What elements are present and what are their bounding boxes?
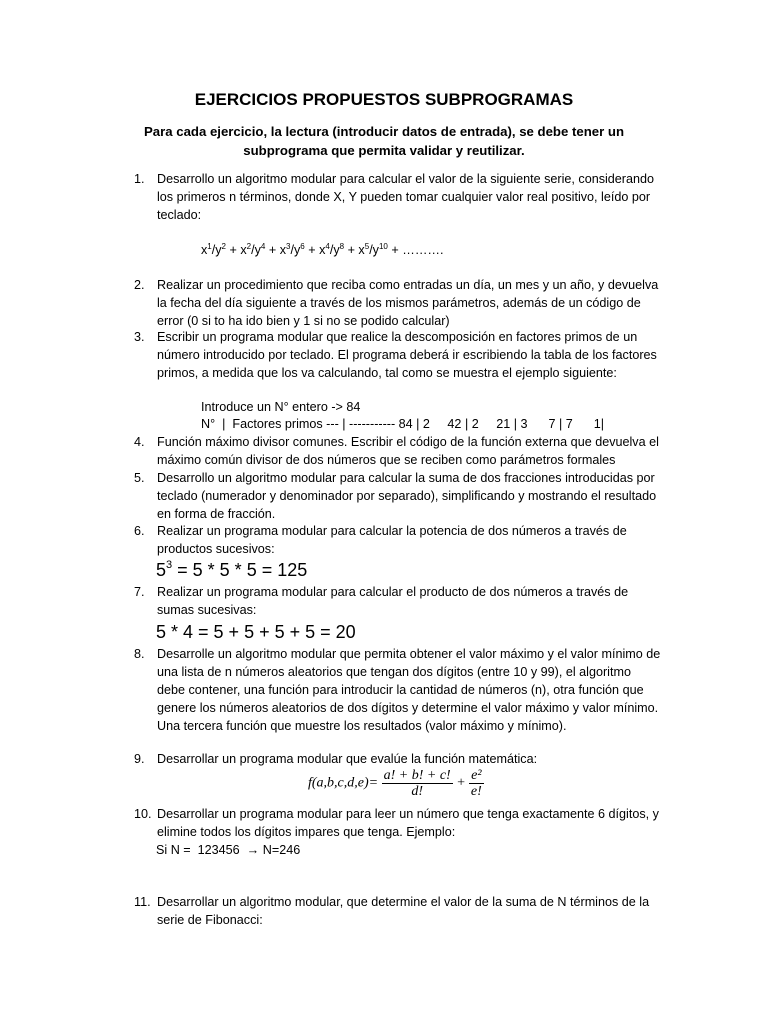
fraction-2-numerator: e² [471, 768, 482, 783]
intro-paragraph: Para cada ejercicio, la lectura (introducir datos de entrada), se debe tener un subprograma que permita validar y reutilizar. [143, 124, 625, 158]
fraction-1 [382, 768, 453, 799]
power-expansion: = 5 * 5 * 5 = 125 [172, 560, 308, 580]
exercise-number: 1. [134, 172, 145, 186]
prime-example-input: Introduce un N° entero -> 84 [201, 400, 361, 414]
exercise-number: 6. [134, 524, 145, 538]
exercise-number: 9. [134, 752, 145, 766]
exercise-text: Realizar un procedimiento que reciba como entradas un día, un mes y un año, y devuelva la fecha del día siguiente a través de los mismos parámetros, además de un código de error (0 si to ha ido bien y 1 si no se podido calcular) [157, 278, 659, 328]
exercise-number: 8. [134, 647, 145, 661]
prime-example-table: N° | Factores primos --- | ----------- 84 | 2 42 | 2 21 | 3 7 | 7 1| [201, 417, 605, 431]
series-formula: $x^1/y^2 + x^2/y^4 + x^3/y^6 + x^4/y^8 + x^5/y^{10}$ + ………. [201, 242, 444, 257]
exercise-text: Desarrollar un programa modular para leer un número que tenga exactamente 6 dígitos, y elimine todos los dígitos impares que tenga. Ejemplo: [157, 807, 659, 839]
function-lhs: f(a,b,c,d,e)= [308, 775, 379, 791]
fraction-1-denominator: d! [411, 784, 423, 799]
exercise-text: Desarrollar un programa modular que evalúe la función matemática: [157, 752, 538, 766]
exercise-number: 10. [134, 807, 152, 821]
exercise-number: 4. [134, 435, 145, 449]
digit-filter-example: Si N = 123456 → N=246 [156, 843, 301, 857]
exercise-text: Desarrolle un algoritmo modular que permita obtener el valor máximo y el valor mínimo de una lista de n números aleatorios que tengan dos dígitos (entre 10 y 99), el algoritmo debe contener, una función para introducir la cantidad de números (n), otra función que genere los números aleatorios de dos dígitos y determine el valor máximo y valor mínimo. Una tercera función que muestre los resultados (valor máximo y mínimo). [157, 647, 661, 733]
exercise-text: Realizar un programa modular para calcular el producto de dos números a través de sumas sucesivas: [157, 585, 629, 617]
exercise-text: Desarrollo un algoritmo modular para calcular el valor de la siguiente serie, considerando los primeros n términos, donde X, Y pueden tomar cualquier valor real positivo, leído por teclado: [157, 172, 655, 222]
exercise-text: Desarrollo un algoritmo modular para calcular la suma de dos fracciones introducidas por teclado (numerador y denominador por separado), simplificando y mostrando el resultado en forma de fracción. [157, 471, 657, 521]
exercise-text: Función máximo divisor comunes. Escribir el código de la función externa que devuelva el máximo común divisor de dos números que se reciben como parámetros formales [157, 435, 659, 467]
fraction-1-numerator: a! + b! + c! [383, 768, 451, 783]
exercise-number: 3. [134, 330, 145, 344]
fraction-2 [469, 768, 483, 799]
exercise-text: Escribir un programa modular que realice la descomposición en factores primos de un número introducido por teclado. El programa deberá ir escribiendo la tabla de los factores primos, a medida que los va calculando, tal como se muestra el ejemplo siguiente: [157, 330, 657, 380]
math-function-formula [308, 768, 484, 799]
exercise-number: 2. [134, 278, 145, 292]
exercise-number: 5. [134, 471, 145, 485]
page-title: EJERCICIOS PROPUESTOS SUBPROGRAMAS [194, 90, 574, 109]
fraction-2-denominator: e! [470, 784, 482, 799]
exercise-number: 7. [134, 585, 145, 599]
exercise-number: 11. [134, 895, 151, 909]
exercise-text: Desarrollar un algoritmo modular, que determine el valor de la suma de N términos de la serie de Fibonacci: [157, 895, 650, 927]
power-example [156, 559, 307, 581]
power-exponent: 3 [166, 559, 173, 571]
exercise-text: Realizar un programa modular para calcular la potencia de dos números a través de productos sucesivos: [157, 524, 627, 556]
product-example: 5 * 4 = 5 + 5 + 5 + 5 = 20 [156, 622, 356, 642]
power-base: 5 [156, 560, 167, 580]
plus-sign: + [456, 775, 466, 791]
